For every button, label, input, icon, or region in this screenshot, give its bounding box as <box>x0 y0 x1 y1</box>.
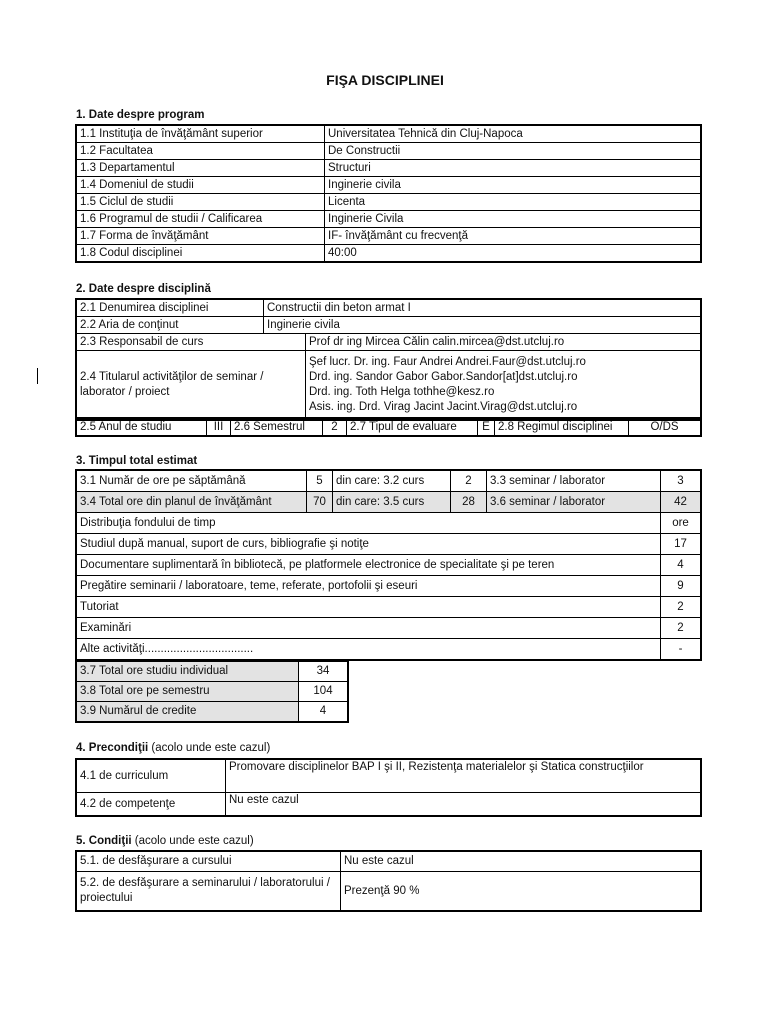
row-value: Licenta <box>325 194 701 211</box>
table-row <box>77 682 348 702</box>
table-row <box>77 126 701 143</box>
activity-label: Examinări <box>77 618 661 639</box>
section-2-heading: 2. Date despre disciplină <box>76 283 211 295</box>
course-conditions-label: 5.1. de desfăşurare a cursului <box>77 852 341 872</box>
section-4-heading <box>76 742 270 754</box>
content-area-label: 2.2 Aria de conţinut <box>77 317 264 334</box>
discipline-name-value: Constructii din beton armat I <box>264 300 701 317</box>
course-conditions-value: Nu este cazul <box>341 852 701 872</box>
table-row <box>77 351 701 420</box>
seminar-conditions-label: 5.2. de desfăşurare a seminarului / laboratorului / proiectului <box>77 872 341 911</box>
section-5-heading-bold: 5. Condiţii <box>76 835 132 847</box>
table-row <box>77 211 701 228</box>
table-row <box>77 194 701 211</box>
curriculum-label: 4.1 de curriculum <box>77 760 226 793</box>
row-label: 1.5 Ciclul de studii <box>77 194 325 211</box>
seminar-holder-value <box>306 351 701 420</box>
row-value: De Constructii <box>325 143 701 160</box>
total-course-value: 28 <box>451 492 487 513</box>
time-table <box>76 470 701 660</box>
seminar-conditions-value: Prezenţă 90 % <box>341 872 701 911</box>
activity-label: Pregătire seminarii / laboratoare, teme, referate, portofolii şi eseuri <box>77 576 661 597</box>
evaluation-type-label: 2.7 Tipul de evaluare <box>347 419 478 436</box>
table-row <box>77 419 701 436</box>
total-seminar-label: 3.6 seminar / laborator <box>487 492 661 513</box>
row-label: 1.6 Programul de studii / Calificarea <box>77 211 325 228</box>
table-row <box>77 492 701 513</box>
row-value: Structuri <box>325 160 701 177</box>
row-value: Inginerie Civila <box>325 211 701 228</box>
weekly-seminar-value: 3 <box>661 471 701 492</box>
row-value: 40:00 <box>325 245 701 262</box>
table-row <box>77 160 701 177</box>
activity-label: Tutoriat <box>77 597 661 618</box>
total-individual-value: 34 <box>299 662 348 682</box>
activity-label: Alte activităţi.................................. <box>77 639 661 660</box>
total-semester-value: 104 <box>299 682 348 702</box>
content-area-value: Inginerie civila <box>264 317 701 334</box>
table-row <box>77 618 701 639</box>
table-row <box>77 334 701 351</box>
table-row <box>77 760 701 793</box>
activity-hours: 17 <box>661 534 701 555</box>
weekly-seminar-label: 3.3 seminar / laborator <box>487 471 661 492</box>
seminar-holder-line: Şef lucr. Dr. ing. Faur Andrei Andrei.Faur@dst.utcluj.ro <box>309 356 586 368</box>
section-5-heading <box>76 835 254 847</box>
discipline-table-bottom <box>76 418 701 436</box>
seminar-holder-line: Drd. ing. Toth Helga tothhe@kesz.ro <box>309 386 495 398</box>
row-value: Inginerie civila <box>325 177 701 194</box>
credits-value: 4 <box>299 702 348 722</box>
seminar-holder-label: 2.4 Titularul activităţilor de seminar / laborator / proiect <box>77 351 306 420</box>
preconditions-table <box>76 759 701 816</box>
table-row <box>77 143 701 160</box>
seminar-holder-line: Drd. ing. Sandor Gabor Gabor.Sandor[at]dst.utcluj.ro <box>309 371 578 383</box>
section-4-heading-bold: 4. Precondiţii <box>76 742 149 754</box>
program-table <box>76 125 701 262</box>
row-label: 1.8 Codul disciplinei <box>77 245 325 262</box>
time-distribution-label: Distribuţia fondului de timp <box>77 513 661 534</box>
section-3-heading: 3. Timpul total estimat <box>76 455 198 467</box>
table-row <box>77 317 701 334</box>
competences-value: Nu este cazul <box>226 793 701 816</box>
table-row <box>77 639 701 660</box>
activity-hours: 4 <box>661 555 701 576</box>
section-5-heading-note: (acolo unde este cazul) <box>131 835 254 847</box>
curriculum-value: Promovare disciplinelor BAP I şi II, Rezistenţa materialelor şi Statica construcţiilor <box>226 760 701 793</box>
row-label: 1.4 Domeniul de studii <box>77 177 325 194</box>
table-row <box>77 702 348 722</box>
row-label: 1.7 Forma de învăţământ <box>77 228 325 245</box>
table-row <box>77 534 701 555</box>
table-row <box>77 245 701 262</box>
row-value: Universitatea Tehnică din Cluj-Napoca <box>325 126 701 143</box>
text-cursor <box>37 368 38 384</box>
weekly-hours-value: 5 <box>307 471 333 492</box>
competences-label: 4.2 de competenţe <box>77 793 226 816</box>
table-row <box>77 555 701 576</box>
time-distribution-unit: ore <box>661 513 701 534</box>
seminar-holder-line: Asis. ing. Drd. Virag Jacint Jacint.Virag@dst.utcluj.ro <box>309 401 578 413</box>
total-course-label: din care: 3.5 curs <box>333 492 451 513</box>
activity-hours: - <box>661 639 701 660</box>
table-row <box>77 597 701 618</box>
totals-table <box>76 661 348 722</box>
total-semester-label: 3.8 Total ore pe semestru <box>77 682 299 702</box>
study-year-value: III <box>207 419 231 436</box>
discipline-table-top <box>76 299 701 420</box>
course-responsible-value: Prof dr ing Mircea Călin calin.mircea@dst.utcluj.ro <box>306 334 701 351</box>
weekly-course-label: din care: 3.2 curs <box>333 471 451 492</box>
total-seminar-value: 42 <box>661 492 701 513</box>
row-label: 1.3 Departamentul <box>77 160 325 177</box>
semester-label: 2.6 Semestrul <box>231 419 323 436</box>
discipline-regime-value: O/DS <box>629 419 701 436</box>
section-1-heading: 1. Date despre program <box>76 109 205 121</box>
table-row <box>77 793 701 816</box>
conditions-table <box>76 851 701 911</box>
table-row <box>77 872 701 911</box>
row-label: 1.2 Facultatea <box>77 143 325 160</box>
activity-hours: 9 <box>661 576 701 597</box>
course-responsible-label: 2.3 Responsabil de curs <box>77 334 306 351</box>
total-plan-hours-value: 70 <box>307 492 333 513</box>
semester-value: 2 <box>323 419 347 436</box>
table-row <box>77 471 701 492</box>
activity-label: Documentare suplimentară în bibliotecă, pe platformele electronice de specialitate şi pe teren <box>77 555 661 576</box>
activity-label: Studiul după manual, suport de curs, bibliografie şi notiţe <box>77 534 661 555</box>
study-year-label: 2.5 Anul de studiu <box>77 419 207 436</box>
table-row <box>77 662 348 682</box>
total-individual-label: 3.7 Total ore studiu individual <box>77 662 299 682</box>
table-row <box>77 228 701 245</box>
credits-label: 3.9 Numărul de credite <box>77 702 299 722</box>
table-row <box>77 513 701 534</box>
table-row <box>77 177 701 194</box>
discipline-name-label: 2.1 Denumirea disciplinei <box>77 300 264 317</box>
weekly-course-value: 2 <box>451 471 487 492</box>
activity-hours: 2 <box>661 618 701 639</box>
document-title: FIŞA DISCIPLINEI <box>326 72 444 88</box>
activity-hours: 2 <box>661 597 701 618</box>
total-plan-hours-label: 3.4 Total ore din planul de învăţământ <box>77 492 307 513</box>
table-row <box>77 300 701 317</box>
table-row <box>77 852 701 872</box>
row-value: IF- învăţământ cu frecvenţă <box>325 228 701 245</box>
discipline-regime-label: 2.8 Regimul disciplinei <box>495 419 629 436</box>
row-label: 1.1 Instituţia de învăţământ superior <box>77 126 325 143</box>
table-row <box>77 576 701 597</box>
evaluation-type-value: E <box>478 419 495 436</box>
weekly-hours-label: 3.1 Număr de ore pe săptămână <box>77 471 307 492</box>
section-4-heading-note: (acolo unde este cazul) <box>148 742 271 754</box>
